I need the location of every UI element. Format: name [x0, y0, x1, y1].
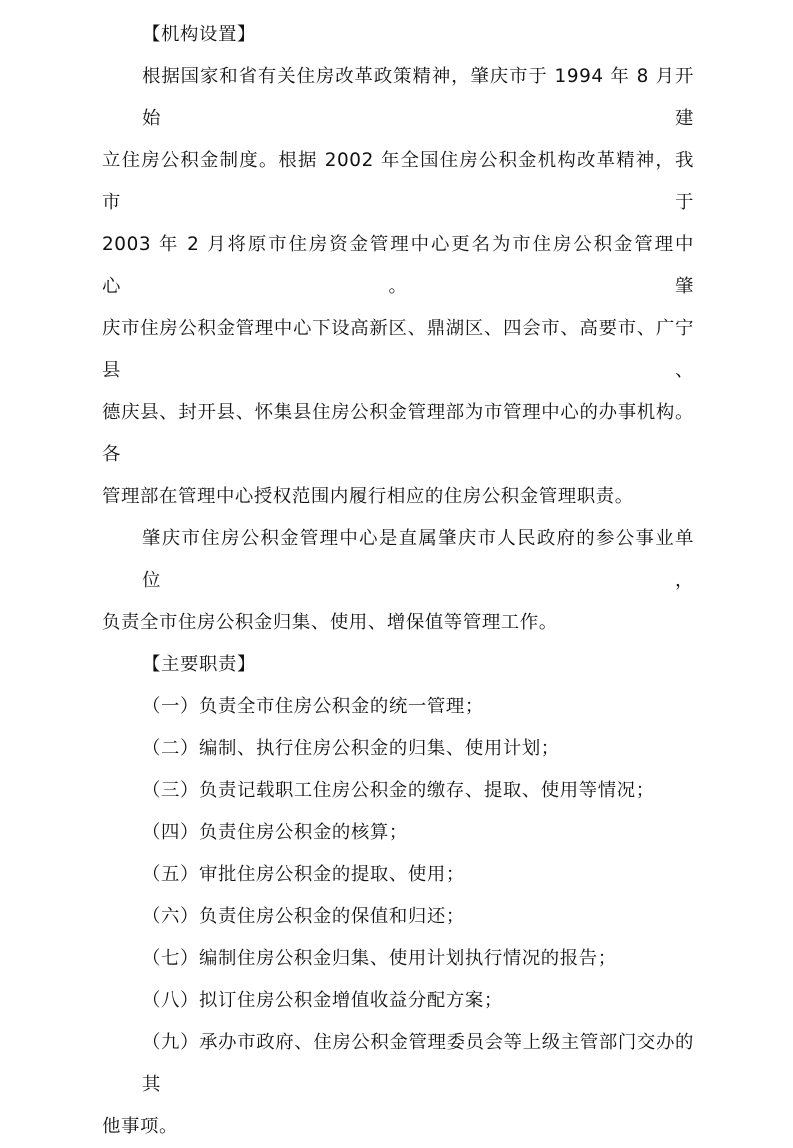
duty-item: （三）负责记载职工住房公积金的缴存、提取、使用等情况； — [142, 780, 655, 801]
paragraph-line: 肇庆市住房公积金管理中心是直属肇庆市人民政府的参公事业单位， — [142, 528, 694, 591]
paragraph-line: 立住房公积金制度。根据 2002 年全国住房公积金机构改革精神，我市于 — [102, 150, 694, 213]
duty-item-line: 他事项。 — [102, 1116, 178, 1137]
duty-item: （一）负责全市住房公积金的统一管理； — [142, 696, 484, 717]
document-page — [102, 14, 694, 1148]
duty-item-last — [102, 1022, 694, 1148]
duty-item-line: （九）承办市政府、住房公积金管理委员会等上级主管部门交办的其 — [142, 1032, 694, 1095]
duties-list — [102, 686, 694, 1148]
paragraph-org-history — [102, 56, 694, 518]
section-heading-org: 【机构设置】 — [142, 24, 256, 45]
duty-item: （七）编制住房公积金归集、使用计划执行情况的报告； — [142, 948, 617, 969]
paragraph-line: 德庆县、封开县、怀集县住房公积金管理部为市管理中心的办事机构。各 — [102, 402, 694, 465]
paragraph-line: 管理部在管理中心授权范围内履行相应的住房公积金管理职责。 — [102, 486, 634, 507]
paragraph-org-status — [102, 518, 694, 644]
duty-item: （四）负责住房公积金的核算； — [142, 822, 408, 843]
duty-item: （五）审批住房公积金的提取、使用； — [142, 864, 465, 885]
section-heading-duties: 【主要职责】 — [142, 654, 256, 675]
duty-item: （八）拟订住房公积金增值收益分配方案； — [142, 990, 503, 1011]
duty-item: （六）负责住房公积金的保值和归还； — [142, 906, 465, 927]
paragraph-line: 负责全市住房公积金归集、使用、增保值等管理工作。 — [102, 612, 558, 633]
paragraph-line: 2003 年 2 月将原市住房资金管理中心更名为市住房公积金管理中心。肇 — [102, 234, 694, 297]
duty-item: （二）编制、执行住房公积金的归集、使用计划； — [142, 738, 560, 759]
paragraph-line: 庆市住房公积金管理中心下设高新区、鼎湖区、四会市、高要市、广宁县、 — [102, 318, 694, 381]
paragraph-line: 根据国家和省有关住房改革政策精神，肇庆市于 1994 年 8 月开始建 — [142, 66, 694, 129]
